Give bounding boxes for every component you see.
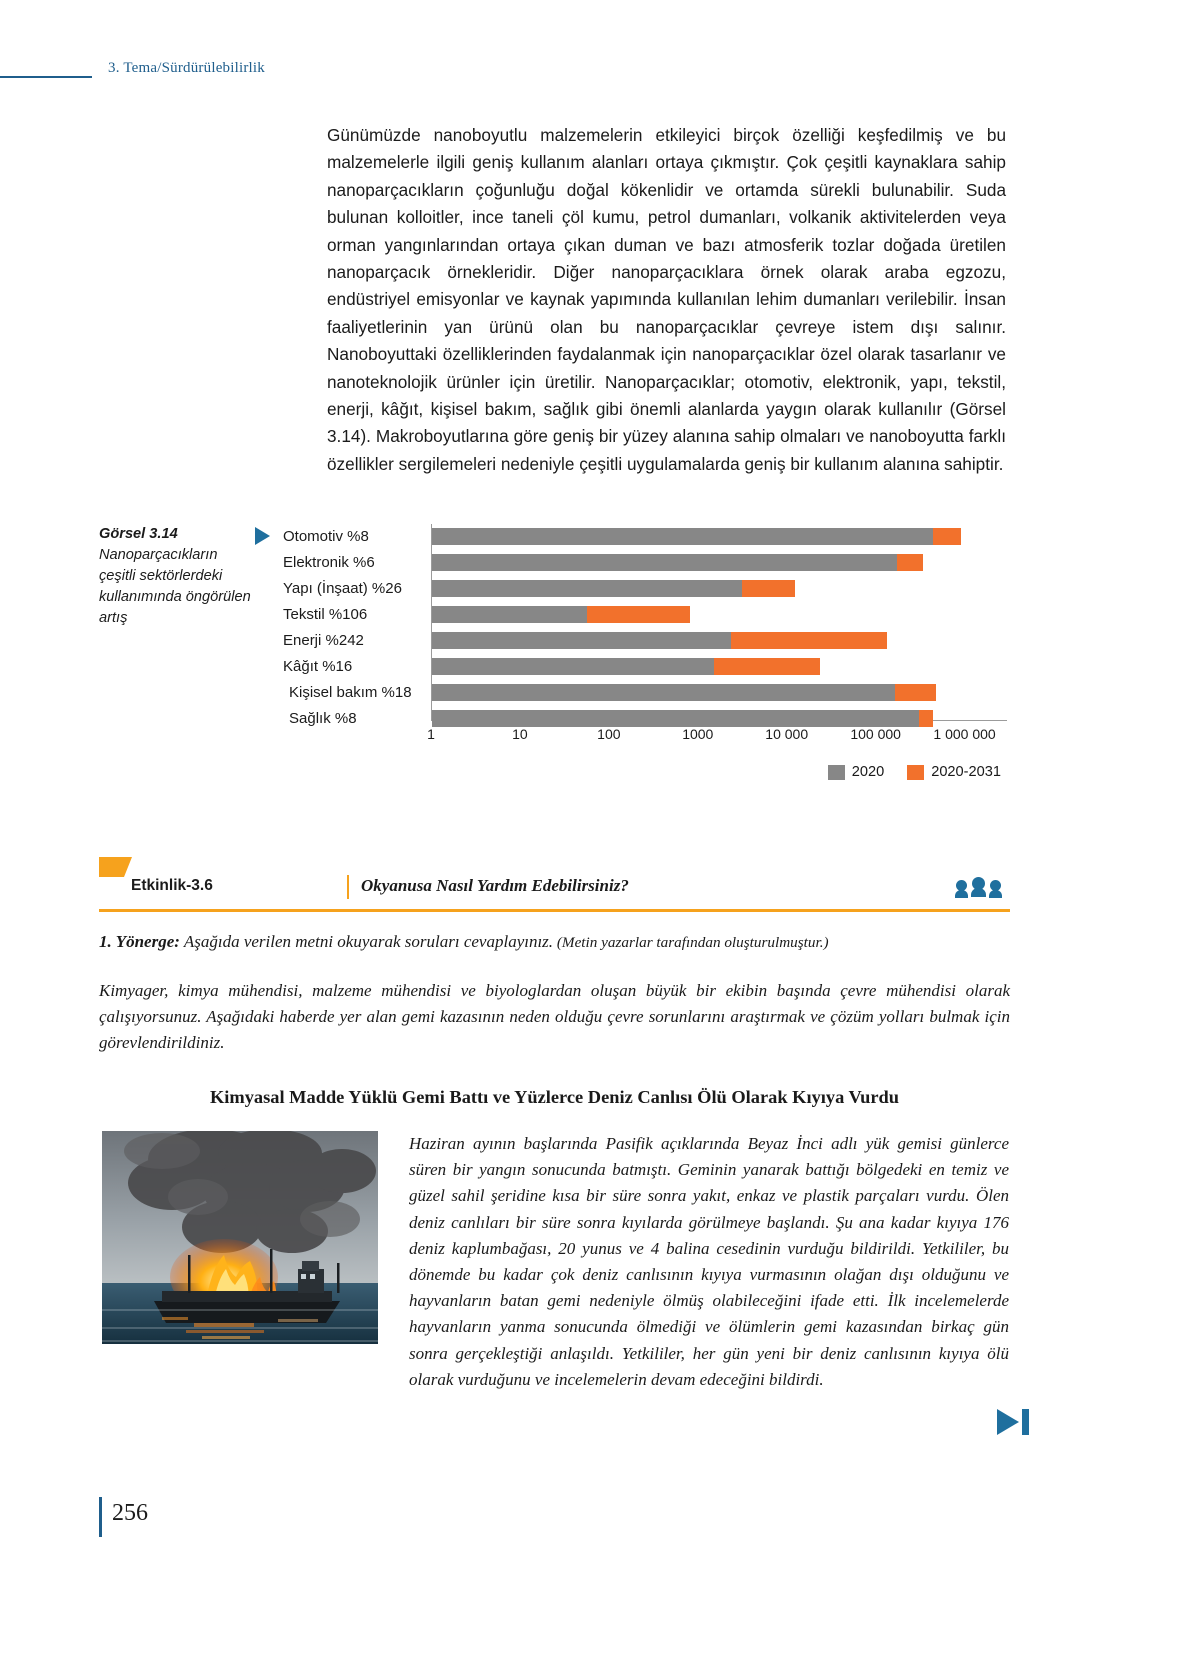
chart-category-label: Kişisel bakım %18 — [289, 684, 412, 701]
header-rule — [0, 76, 92, 78]
chart-legend-swatch — [907, 765, 924, 780]
header-title: 3. Tema/Sürdürülebilirlik — [108, 60, 265, 76]
figure-pointer-icon — [255, 527, 270, 545]
chart-bar-2020 — [432, 554, 897, 571]
figure-number: Görsel 3.14 — [99, 526, 178, 542]
chart-bar-2020 — [432, 684, 895, 701]
chart-bar-row — [432, 524, 1007, 550]
chart-axis-tick: 100 000 — [850, 726, 901, 742]
chart-bar-2020-2031 — [731, 632, 887, 649]
chart-bar-2020-2031 — [742, 580, 794, 597]
instruction-note: (Metin yazarlar tarafından oluşturulmuştur.) — [553, 934, 829, 951]
chart-category-label: Elektronik %6 — [283, 554, 375, 571]
chart-bar-2020-2031 — [897, 554, 923, 571]
activity-badge: Etkinlik-3.6 — [131, 877, 213, 894]
chart-axis-tick: 10 — [512, 726, 528, 742]
chart-bar-row — [432, 602, 1007, 628]
chart-category-label: Enerji %242 — [283, 632, 364, 649]
chart-axis-tick: 1 — [427, 726, 435, 742]
chart-plot-area — [431, 524, 1007, 721]
chart-category-label: Tekstil %106 — [283, 606, 368, 623]
chart-bar-2020 — [432, 658, 714, 675]
news-headline: Kimyasal Madde Yüklü Gemi Battı ve Yüzlerce Deniz Canlısı Ölü Olarak Kıyıya Vurdu — [209, 1087, 899, 1107]
figure-caption-text: Nanoparçacıkların çeşitli sektörlerdeki kullanımında öngörülen artış — [99, 547, 251, 626]
chart-x-axis — [427, 722, 1007, 746]
chart-axis-tick: 1000 — [682, 726, 714, 742]
chart-category-label: Kâğıt %16 — [283, 658, 353, 675]
activity-tab-marker — [99, 857, 124, 877]
chart-bar-2020-2031 — [895, 684, 936, 701]
chart-axis-tick: 100 — [597, 726, 621, 742]
chart-category-label: Yapı (İnşaat) %26 — [283, 580, 402, 597]
chart-category-label: Sağlık %8 — [289, 710, 357, 727]
next-page-arrow-icon[interactable] — [997, 1408, 1035, 1436]
chart-bar-2020-2031 — [933, 528, 962, 545]
chart-bar-2020 — [432, 606, 587, 623]
chart-bar-2020 — [432, 528, 933, 545]
chart-bar-row — [432, 576, 1007, 602]
chart-legend-label: 2020-2031 — [931, 764, 1001, 780]
activity-title: Okyanusa Nasıl Yardım Edebilirsiniz? — [361, 876, 629, 895]
chart-legend — [814, 762, 1001, 782]
chart-legend-item — [907, 764, 1001, 780]
figure-caption — [99, 524, 251, 629]
chart-bar-2020-2031 — [714, 658, 819, 675]
news-body: Haziran ayının başlarında Pasifik açıklarında Beyaz İnci adlı yük gemisi günlerce süren bir yangın sonucunda batmıştı. Geminin yanarak battığı bölgedeki en temiz ve güzel sahil şeridine kısa bir süre sonra yakıt, enkaz ve plastik parçaları vurdu. Ölen deniz canlıları bir süre sonra kıyılarda görülmeye başlandı. Şu ana kadar kıyıya 176 deniz kaplumbağası, 20 yunus ve 4 balina cesedinin vurduğu bildirildi. Yetkililer, bu dönemde bu kadar çok deniz canlısının kıyıya vurmasının olağan dışı olduğunu ve hayvanların batan gemi nedeniyle ölmüş olabileceğini ifade etti. İlk incelemelerde hayvanların yanma sonucunda ölmediği ve ölümlerin gemi kazasından birkaç gün sonra gerçekleştiği anlaşıldı. Yetkililer, her gün yeni bir deniz canlısının kıyıya ölü olarak vurduğunu ve incelemelerin devam edeceğini bildirdi. — [409, 1134, 1009, 1389]
chart-bar-2020 — [432, 580, 742, 597]
page-number: 256 — [112, 1500, 148, 1526]
activity-header — [99, 857, 1010, 909]
instruction-line — [99, 932, 1010, 952]
activity-divider — [347, 875, 349, 899]
instruction-label: 1. Yönerge: — [99, 932, 180, 951]
chart-category-labels — [283, 524, 431, 732]
chart-category-label: Otomotiv %8 — [283, 528, 369, 545]
chart-axis-tick: 10 000 — [765, 726, 809, 742]
instruction-text: Aşağıda verilen metni okuyarak soruları cevaplayınız. — [179, 932, 554, 951]
chart-bar-2020-2031 — [587, 606, 690, 623]
chart-legend-label: 2020 — [851, 764, 885, 780]
chart-bar-2020 — [432, 632, 731, 649]
intro-paragraph: Günümüzde nanoboyutlu malzemelerin etkileyici birçok özelliği keşfedilmiş ve bu malzemelerle ilgili geniş kullanım alanları ortaya çıkmıştır. Çok çeşitli kaynaklara sahip nanoparçacıkların çoğunluğu doğal kökenlidir ve ortamda sürekli bulunabilir. Suda bulunan kolloitler, ince taneli çöl kumu, petrol dumanları, volkanik aktivitelerden veya orman yangınlarından ortaya çıkan duman ve bazı atmosferik tozlar doğada üretilen nanoparçacık örnekleridir. Diğer nanoparçacıklara örnek olarak araba egzozu, endüstriyel emisyonlar ve kaynak yapımında kullanılan lehim dumanları verilebilir. İnsan faaliyetlerinin yan ürünü olan bu nanoparçacıklar çevreye istem dışı salınır. Nanoboyuttaki özelliklerinden faydalanmak için nanoparçacıklar özel olarak tasarlanır ve nanoteknolojik ürünler için üretilir. Nanoparçacıklar; otomotiv, elektronik, yapı, tekstil, enerji, kâğıt, kişisel bakım, sağlık gibi önemli alanlarda yaygın olarak kullanılır (Görsel 3.14). Makroboyutlarına göre geniş bir yüzey alanına sahip olmaları ve nanoboyutta farklı özellikler sergilemeleri nedeniyle çeşitli uygulamalarda geniş bir kullanım alanına sahiptir. — [327, 125, 1006, 474]
burning-ship-illustration — [102, 1131, 378, 1344]
chart-bar-row — [432, 628, 1007, 654]
figure-chart — [283, 524, 1007, 804]
chart-legend-item — [828, 764, 884, 780]
footer-rule — [99, 1497, 102, 1537]
activity-rule — [99, 909, 1010, 912]
news-image — [102, 1131, 378, 1344]
chart-axis-tick: 1 000 000 — [933, 726, 996, 742]
scenario-paragraph: Kimyager, kimya mühendisi, malzeme mühendisi ve biyologlardan oluşan büyük bir ekibin başında çevre mühendisi olarak çalışıyorsunuz. Aşağıdaki haberde yer alan gemi kazasının neden olduğu çevre sorunlarını araştırmak ve çözüm yolları bulmak için görevlendirildiniz. — [99, 981, 1010, 1052]
chart-bar-row — [432, 654, 1007, 680]
chart-bar-row — [432, 680, 1007, 706]
chart-legend-swatch — [828, 765, 845, 780]
chart-bar-row — [432, 550, 1007, 576]
people-icon — [956, 875, 1002, 897]
